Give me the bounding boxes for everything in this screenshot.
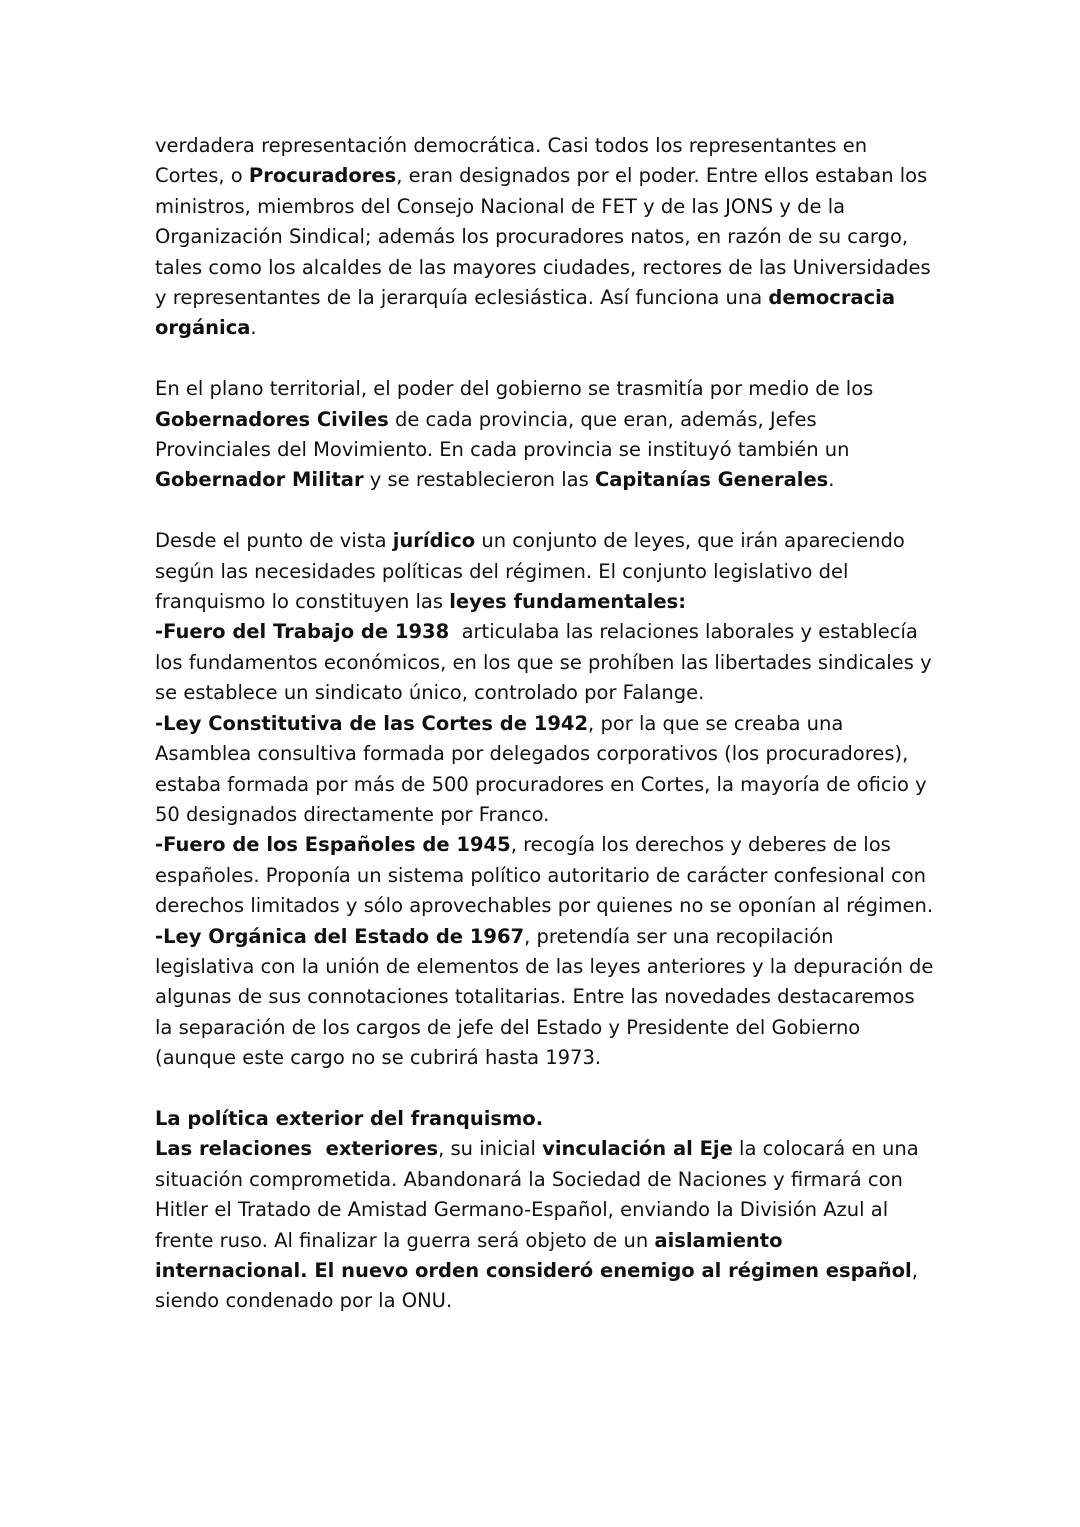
bold-term-vinculacion-eje: vinculación al Eje [542, 1137, 733, 1161]
bold-term-relaciones-exteriores: Las relaciones exteriores [155, 1137, 439, 1161]
bold-term-capitanias-generales: Capitanías Generales [594, 468, 829, 492]
bold-term-gobernador-militar: Gobernador Militar [155, 468, 364, 492]
text-span: y se restablecieron las [363, 468, 595, 492]
law-description: , por la que se creaba una Asamblea consultiva formada por delegados corporativos (los procuradores), estaba formada por más de 500 procuradores en Cortes, la mayoría de oficio y 50 designados directamente por Franco. [155, 711, 927, 826]
text-span: . [828, 468, 835, 492]
bold-term-juridico: jurídico [392, 529, 476, 553]
text-span: , su inicial [438, 1137, 543, 1161]
text-span: verdadera representación democrática. Casi todos los representantes en Cortes, o [155, 134, 868, 188]
paragraph-gap [155, 344, 935, 374]
law-item-fuero-espanoles [155, 830, 935, 921]
text-span: Desde el punto de vista [155, 529, 393, 553]
law-item-fuero-trabajo [155, 617, 938, 708]
bold-term-procuradores: Procuradores [248, 164, 397, 188]
text-span: . [250, 316, 257, 340]
text-span: , siendo condenado por la ONU. [155, 1258, 918, 1313]
text-span: En el plano territorial, el poder del gobierno se trasmitía por medio de los [155, 377, 874, 401]
text-span: la colocará en una situación comprometida. Abandonará la Sociedad de Naciones y firmará con Hitler el Tratado de Amistad Germano-Español, enviando la División Azul al frente ruso. Al finalizar la guerra será objeto de un [155, 1137, 919, 1252]
law-item-ley-organica [155, 922, 935, 1074]
bold-term-democracia-organica: democracia orgánica [155, 286, 895, 340]
paragraph-cortes-representation [155, 131, 935, 344]
law-description: articulaba las relaciones laborales y establecía los fundamentos económicos, en los que se prohíben las libertades sindicales y se establece un sindicato único, controlado por Falange. [155, 620, 938, 705]
bold-term-aislamiento-internacional: aislamiento internacional. El nuevo orden consideró enemigo al régimen español [155, 1228, 912, 1282]
bold-term-gobernadores-civiles: Gobernadores Civiles [155, 407, 389, 431]
paragraph-territorial-power [155, 374, 935, 496]
law-title: -Ley Constitutiva de las Cortes de 1942 [155, 711, 589, 735]
law-title: -Fuero de los Españoles de 1945 [155, 833, 511, 857]
bold-term-leyes-fundamentales: leyes fundamentales: [449, 590, 687, 614]
document-body [155, 131, 938, 1317]
law-description: , recogía los derechos y deberes de los españoles. Proponía un sistema político autoritario de carácter confesional con derechos limitados y sólo aprovechables por quienes no se oponían al régimen. [155, 833, 934, 918]
law-item-ley-cortes [155, 709, 935, 831]
law-description: , pretendía ser una recopilación legislativa con la unión de elementos de las leyes anteriores y la depuración de algunas de sus connotaciones totalitarias. Entre las novedades destacaremos la separación de los cargos de jefe del Estado y Presidente del Gobierno (aunque este cargo no se cubrirá hasta 1973. [155, 924, 934, 1070]
law-title: -Ley Orgánica del Estado de 1967 [155, 924, 525, 948]
paragraph-gap [155, 496, 935, 526]
text-span: , eran designados por el poder. Entre ellos estaban los ministros, miembros del Consejo Nacional de FET y de las JONS y de la Organización Sindical; además los procuradores natos, en razón de su cargo, tales como los alcaldes de las mayores ciudades, rectores de las Universidades y representantes de la jerarquía eclesiástica. Así funciona una [155, 164, 931, 310]
text-span: de cada provincia, que eran, además, Jefes Provinciales del Movimiento. En cada provincia se instituyó también un [155, 407, 850, 462]
text-span: un conjunto de leyes, que irán apareciendo según las necesidades políticas del régimen. El conjunto legislativo del franquismo lo constituyen las [155, 529, 905, 614]
law-title: -Fuero del Trabajo de 1938 [155, 620, 450, 644]
section-heading-foreign-policy: La política exterior del franquismo. [155, 1106, 544, 1130]
paragraph-gap [155, 1074, 935, 1104]
paragraph-foreign-relations [155, 1134, 935, 1316]
paragraph-legal-framework [155, 526, 935, 617]
